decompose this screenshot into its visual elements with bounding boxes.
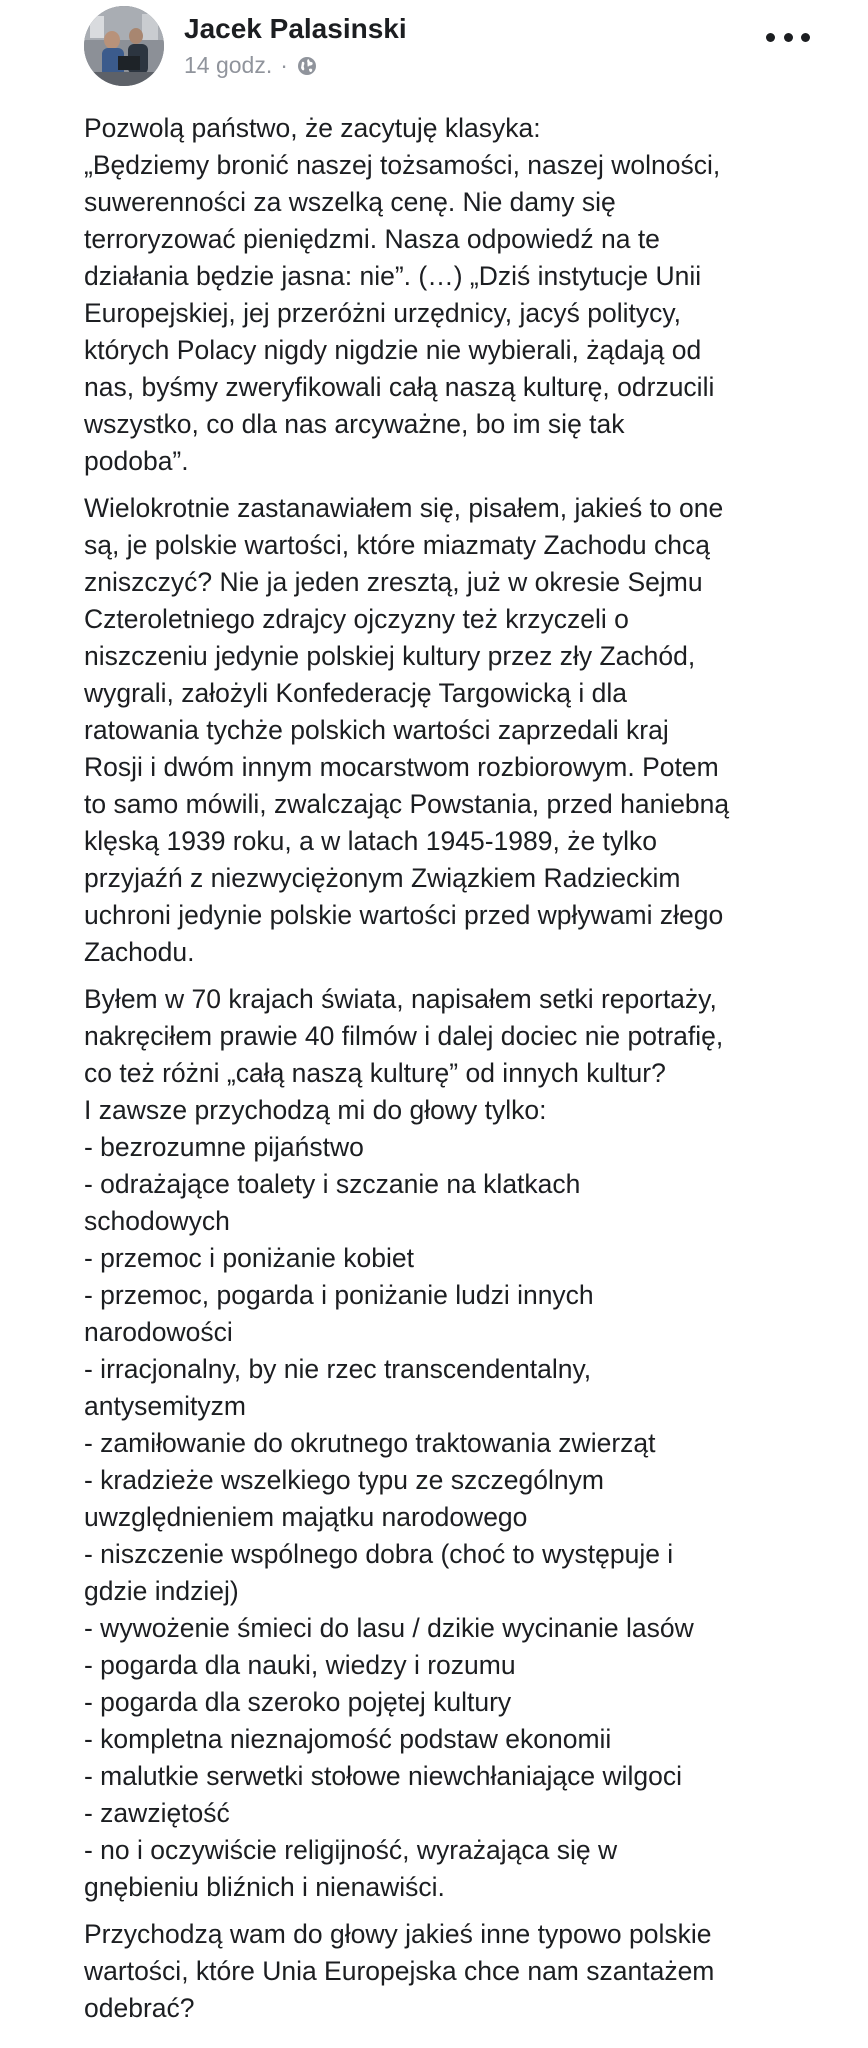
post-text-line: - kradzieże wszelkiego typu ze szczególnym: [84, 1465, 604, 1495]
post-text-line: suwerenności za wszelką cenę. Nie damy się: [84, 187, 616, 217]
post-text-line: Zachodu.: [84, 937, 195, 967]
post-text-line: - pogarda dla szeroko pojętej kultury: [84, 1687, 512, 1717]
post-text-line: - zawziętość: [84, 1798, 230, 1828]
post-text-line: zniszczyć? Nie ja jeden zresztą, już w okresie Sejmu: [84, 567, 703, 597]
post-timestamp[interactable]: 14 godz.: [184, 52, 273, 78]
post-text-line: odebrać?: [84, 1993, 195, 2023]
post-text-line: uwzględnieniem majątku narodowego: [84, 1502, 528, 1532]
globe-icon[interactable]: [296, 54, 318, 76]
post-text-line: - przemoc i poniżanie kobiet: [84, 1243, 414, 1273]
post-text-line: - przemoc, pogarda i poniżanie ludzi innych: [84, 1280, 594, 1310]
post-text-line: I zawsze przychodzą mi do głowy tylko:: [84, 1095, 547, 1125]
post-text-line: niszczeniu jedynie polskiej kultury przez zły Zachód,: [84, 641, 696, 671]
post-text-line: Wielokrotnie zastanawiałem się, pisałem, jakieś to one: [84, 493, 724, 523]
post-text-line: gnębieniu bliźnich i nienawiści.: [84, 1872, 445, 1902]
post-text-line: przyjaźń z niezwyciężonym Związkiem Radzieckim: [84, 863, 681, 893]
author-name[interactable]: Jacek Palasinski: [184, 13, 407, 44]
post-text-line: - kompletna nieznajomość podstaw ekonomii: [84, 1724, 612, 1754]
post-text-line: - irracjonalny, by nie rzec transcendentalny,: [84, 1354, 592, 1384]
post-text-line: - wywożenie śmieci do lasu / dzikie wycinanie lasów: [84, 1613, 694, 1643]
post-text-line: Czteroletniego zdrajcy ojczyzny też krzyczeli o: [84, 604, 629, 634]
post-text-line: to samo mówili, zwalczając Powstania, przed haniebną: [84, 789, 730, 819]
post-text-line: - zamiłowanie do okrutnego traktowania zwierząt: [84, 1428, 656, 1458]
post-text-line: - odrażające toalety i szczanie na klatkach: [84, 1169, 581, 1199]
post-paragraph: [84, 1916, 820, 2027]
post-text-line: co też różni „całą naszą kulturę” od innych kultur?: [84, 1058, 666, 1088]
post-text-line: Byłem w 70 krajach świata, napisałem setki reportaży,: [84, 984, 717, 1014]
more-options-icon[interactable]: [766, 20, 810, 54]
post-text-line: klęską 1939 roku, a w latach 1945-1989, że tylko: [84, 826, 658, 856]
post-paragraph: [84, 981, 820, 1906]
post-body: [84, 110, 820, 2037]
post-text-line: Pozwolą państwo, że zacytuję klasyka:: [84, 113, 541, 143]
post-text-line: Przychodzą wam do głowy jakieś inne typowo polskie: [84, 1919, 712, 1949]
post-text-line: - niszczenie wspólnego dobra (choć to występuje i: [84, 1539, 674, 1569]
post-text-line: ratowania tychże polskich wartości zaprzedali kraj: [84, 715, 669, 745]
post-text-line: antysemityzm: [84, 1391, 246, 1421]
post-header: [0, 0, 868, 100]
more-dot: [766, 33, 775, 42]
more-dot: [801, 33, 810, 42]
more-dot: [784, 33, 793, 42]
post-text-line: wygrali, założyli Konfederację Targowicką i dla: [84, 678, 628, 708]
post-paragraph: [84, 110, 820, 480]
post-text-line: są, je polskie wartości, które miazmaty Zachodu chcą: [84, 530, 710, 560]
post-text-line: - malutkie serwetki stołowe niewchłaniające wilgoci: [84, 1761, 682, 1791]
avatar-photo: [84, 6, 164, 86]
post-text-line: - no i oczywiście religijność, wyrażająca się w: [84, 1835, 618, 1865]
author-avatar[interactable]: [84, 6, 164, 86]
post-text-line: gdzie indziej): [84, 1576, 239, 1606]
post-meta: [184, 50, 318, 80]
meta-separator: ·: [280, 52, 288, 78]
post-text-line: wszystko, co dla nas arcyważne, bo im się tak: [84, 409, 625, 439]
post-text-line: nakręciłem prawie 40 filmów i dalej dociec nie potrafię,: [84, 1021, 724, 1051]
post-text-line: „Będziemy bronić naszej tożsamości, naszej wolności,: [84, 150, 721, 180]
post-text-line: nas, byśmy zweryfikowali całą naszą kulturę, odrzucili: [84, 372, 715, 402]
post-text-line: uchroni jedynie polskie wartości przed wpływami złego: [84, 900, 724, 930]
post-text-line: terroryzować pieniędzmi. Nasza odpowiedź na te: [84, 224, 660, 254]
post-text-line: schodowych: [84, 1206, 230, 1236]
post-text-line: wartości, które Unia Europejska chce nam szantażem: [84, 1956, 715, 1986]
post-text-line: których Polacy nigdy nigdzie nie wybierali, żądają od: [84, 335, 702, 365]
post-paragraph: [84, 490, 820, 971]
post-text-line: Europejskiej, jej przeróżni urzędnicy, jacyś politycy,: [84, 298, 681, 328]
post-text-line: narodowości: [84, 1317, 233, 1347]
post-text-line: podoba”.: [84, 446, 189, 476]
post-text-line: - pogarda dla nauki, wiedzy i rozumu: [84, 1650, 516, 1680]
post-text-line: Rosji i dwóm innym mocarstwom rozbiorowym. Potem: [84, 752, 719, 782]
post-text-line: - bezrozumne pijaństwo: [84, 1132, 364, 1162]
post-text-line: działania będzie jasna: nie”. (…) „Dziś instytucje Unii: [84, 261, 702, 291]
